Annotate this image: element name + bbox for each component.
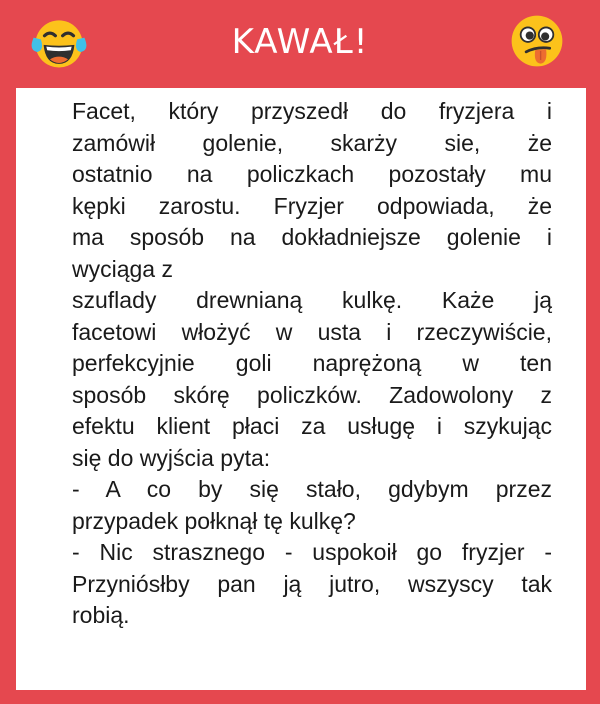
joke-panel xyxy=(16,88,586,690)
joke-line: ostatnio na policzkach pozostały mu xyxy=(72,161,552,187)
page-title: KAWAŁ! xyxy=(231,22,369,62)
joke-line: efektu klient płaci za usługę i szykując xyxy=(72,413,552,439)
joke-line: robią. xyxy=(72,602,130,628)
joke-line: szuflady drewnianą kulkę. Każe ją xyxy=(72,287,552,313)
joke-line: wyciąga z xyxy=(72,255,173,282)
joke-line: Przyniósłby pan ją jutro, wszyscy tak xyxy=(72,570,552,597)
header-bar xyxy=(0,0,600,86)
joke-line: ma sposób na dokładniejsze golenie i xyxy=(72,224,552,250)
winking-tongue-emoji-icon xyxy=(508,12,566,70)
joke-line: zamówił golenie, skarży sie, że xyxy=(72,129,552,156)
joke-line: - Nic strasznego - uspokoił go fryzjer - xyxy=(72,539,552,565)
joke-line: Facet, który przyszedł do fryzjera i xyxy=(72,98,552,124)
joke-line: perfekcyjnie goli naprężoną w ten xyxy=(72,350,552,376)
joke-line: sposób skórę policzków. Zadowolony z xyxy=(72,381,552,408)
joke-line: przypadek połknął tę kulkę? xyxy=(72,507,356,534)
joke-text xyxy=(72,96,552,632)
joke-line: - A co by się stało, gdybym przez xyxy=(72,476,552,502)
joke-line: kępki zarostu. Fryzjer odpowiada, że xyxy=(72,192,552,219)
joke-line: facetowi włożyć w usta i rzeczywiście, xyxy=(72,318,552,345)
joke-line: się do wyjścia pyta: xyxy=(72,444,271,471)
